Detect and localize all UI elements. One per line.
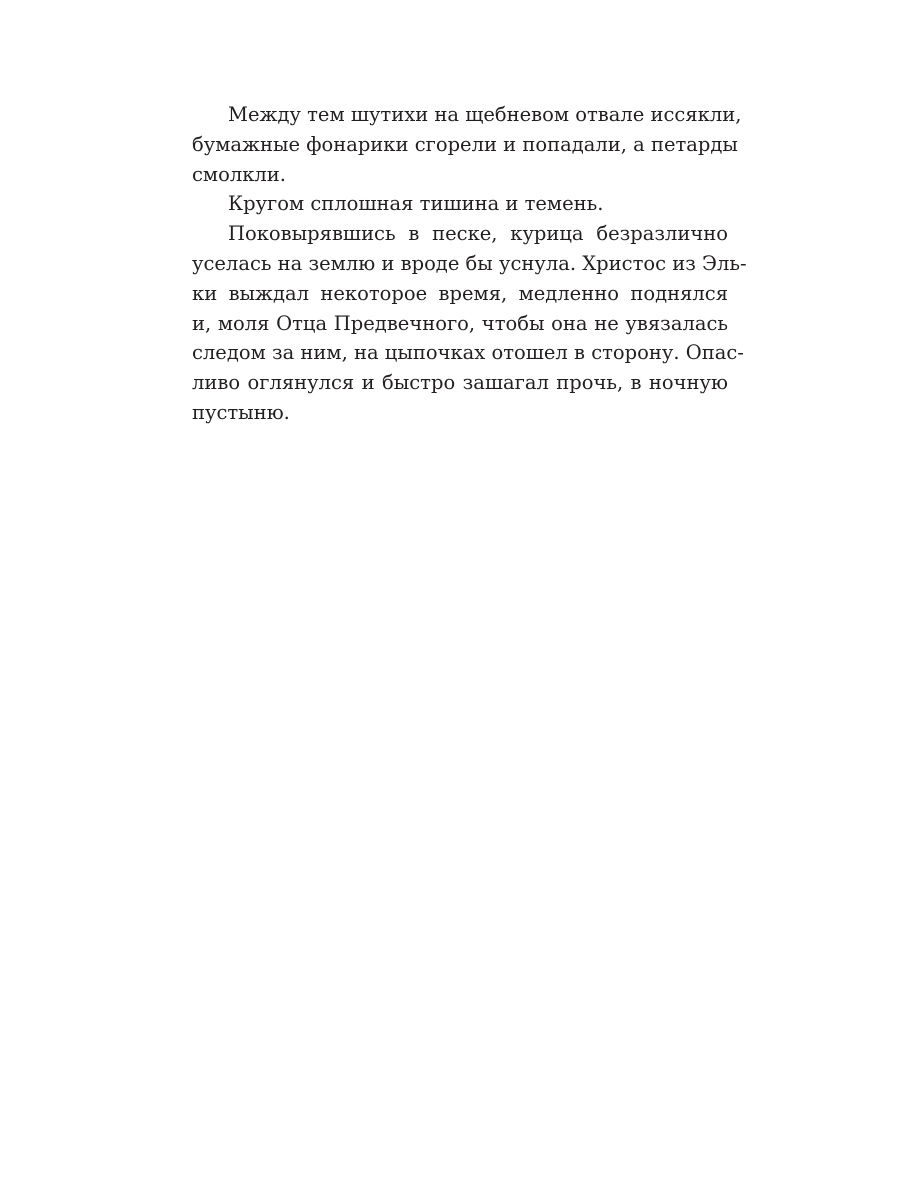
text-line: пустыню. [192,400,290,424]
text-line: ки выждал некоторое время, медленно поднялся [192,281,728,305]
text-line: ливо оглянулся и быстро зашагал прочь, в ночную [192,371,728,395]
text-line: Между тем шутихи на щебневом отвале иссякли, [228,103,742,126]
text-line: смолкли. [192,162,286,186]
text-line: бумажные фонарики сгорели и попадали, а петарды [192,132,738,156]
body-text [192,100,747,428]
paragraph [192,100,742,189]
paragraph [192,219,747,428]
text-line: следом за ним, на цыпочках отошел в сторону. Опас- [192,341,744,365]
text-line: Поковырявшись в песке, курица безразлично [228,222,728,246]
text-line: Кругом сплошная тишина и темень. [228,192,604,216]
text-line: и, моля Отца Предвечного, чтобы она не увязалась [192,311,728,335]
text-line: уселась на землю и вроде бы уснула. Христос из Эль- [192,251,747,275]
paragraph [192,189,728,219]
